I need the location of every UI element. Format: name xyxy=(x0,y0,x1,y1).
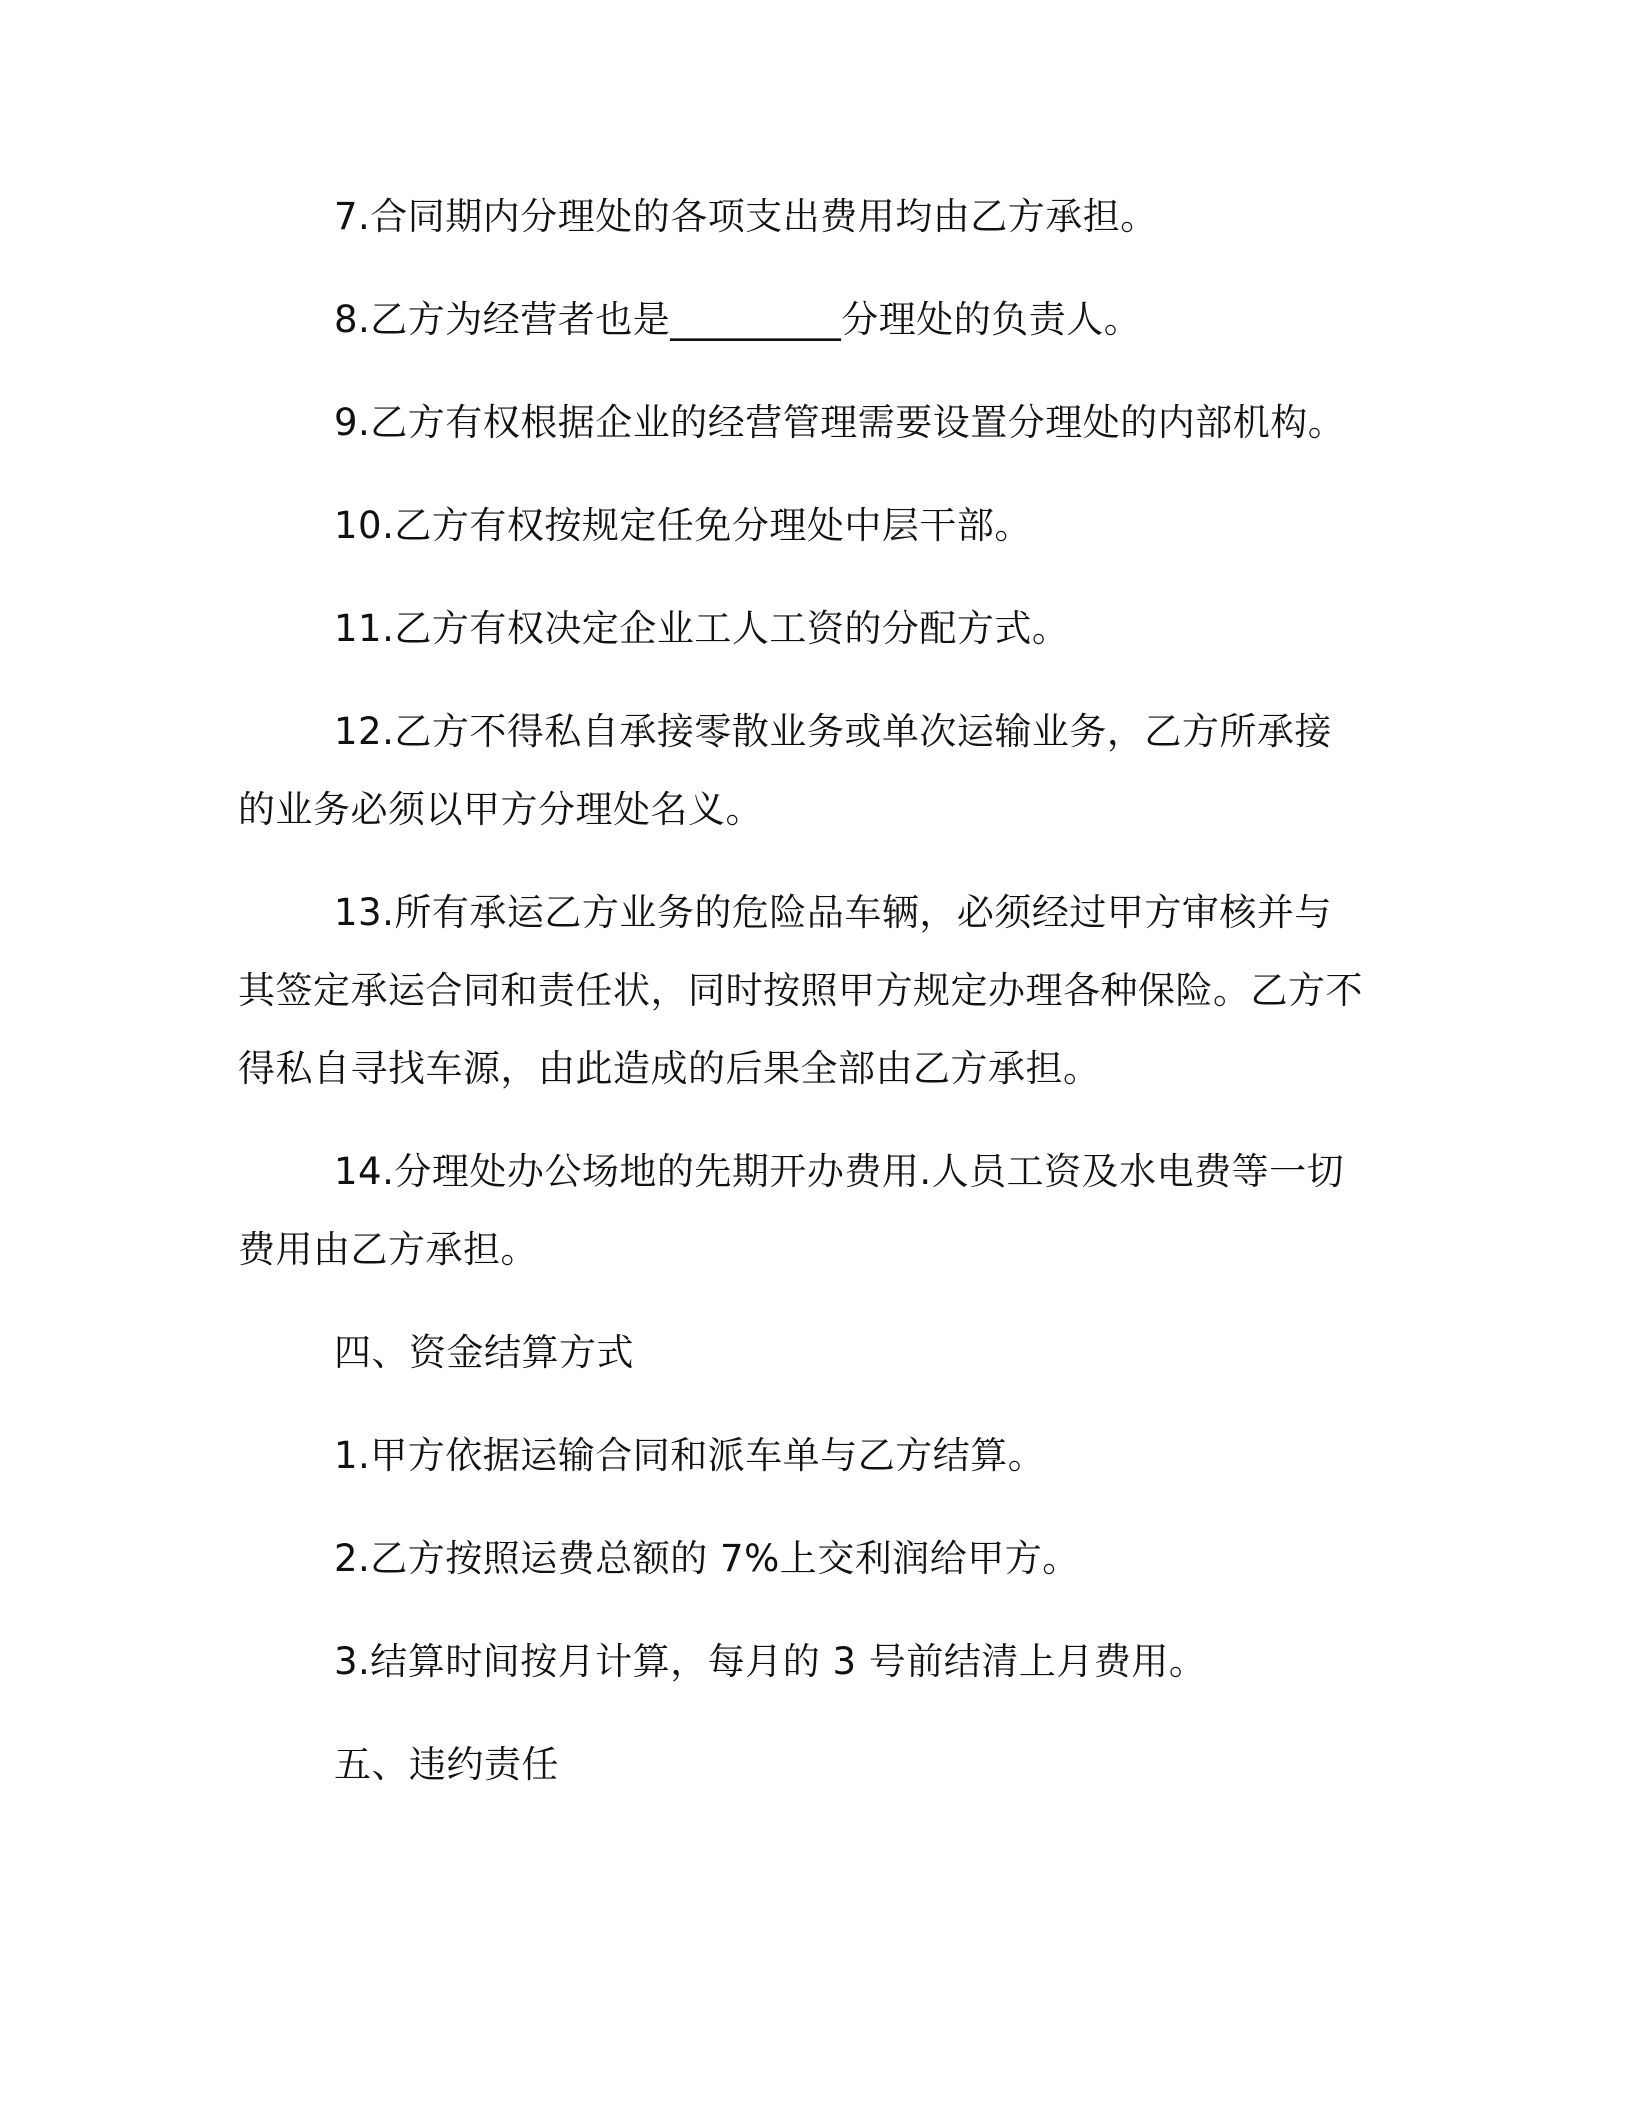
section-heading-settlement: 四、资金结算方式 xyxy=(334,1331,634,1374)
settlement-clause-2: 2.乙方按照运费总额的 7%上交利润给甲方。 xyxy=(334,1537,1080,1580)
section-heading-liability: 五、违约责任 xyxy=(334,1743,559,1786)
clause-7: 7.合同期内分理处的各项支出费用均由乙方承担。 xyxy=(334,195,1158,238)
clause-11: 11.乙方有权决定企业工人工资的分配方式。 xyxy=(334,607,1070,650)
clause-10: 10.乙方有权按规定任免分理处中层干部。 xyxy=(334,504,1032,547)
clause-8: 8.乙方为经营者也是_________分理处的负责人。 xyxy=(334,298,1142,341)
settlement-clause-3: 3.结算时间按月计算，每月的 3 号前结清上月费用。 xyxy=(334,1640,1207,1683)
clause-14: 14.分理处办公场地的先期开办费用.人员工资及水电费等一切费用由乙方承担。 xyxy=(238,1150,1345,1271)
clause-13: 13.所有承运乙方业务的危险品车辆，必须经过甲方审核并与其签定承运合同和责任状，同时按照甲方规定办理各种保险。乙方不得私自寻找车源，由此造成的后果全部由乙方承担。 xyxy=(238,891,1363,1090)
clause-9: 9.乙方有权根据企业的经营管理需要设置分理处的内部机构。 xyxy=(334,401,1346,444)
clause-12: 12.乙方不得私自承接零散业务或单次运输业务，乙方所承接的业务必须以甲方分理处名义。 xyxy=(238,710,1332,831)
settlement-clause-1: 1.甲方依据运输合同和派车单与乙方结算。 xyxy=(334,1434,1046,1477)
